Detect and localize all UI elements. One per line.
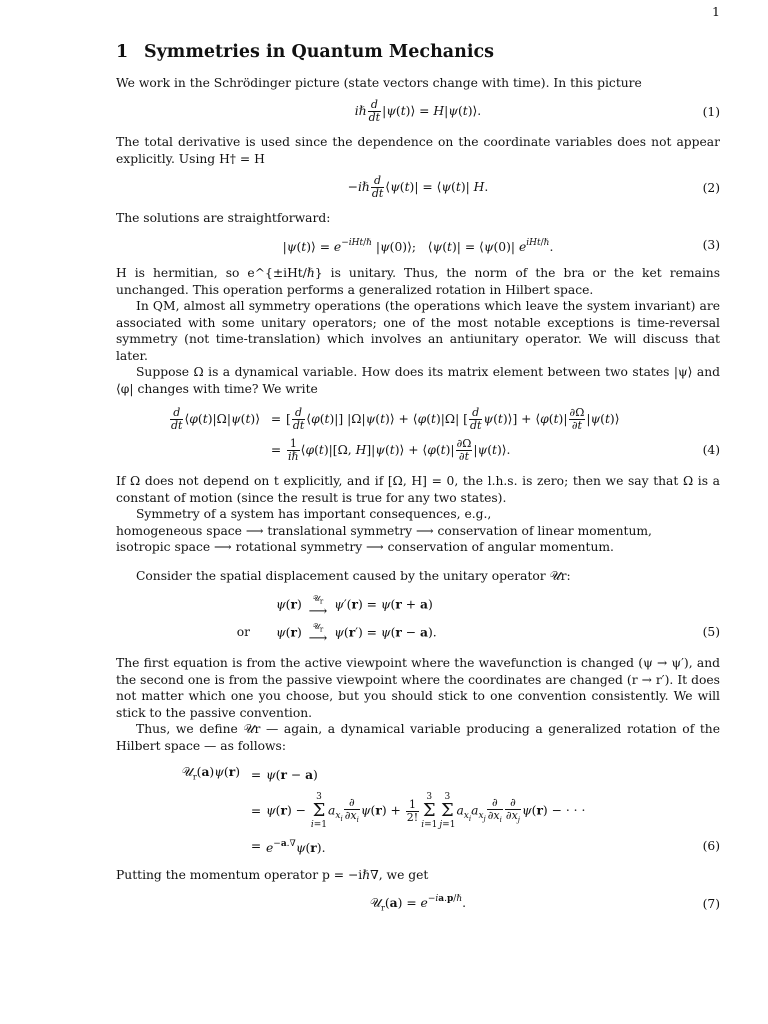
paragraph-11: Thus, we define 𝒰r — again, a dynamical variable producing a generalized rotation of the Hilbert space — as follows:	[116, 722, 720, 753]
paragraph-1: We work in the Schrödinger picture (state vectors change with time). In this picture	[116, 75, 642, 90]
page-number: 1	[712, 4, 720, 19]
paragraph-4: H is hermitian, so e^{±iHt/ℏ} is unitary. Thus, the norm of the bra or the ket remains unchanged. This operation performs a generalized rotation in Hilbert space.	[116, 266, 720, 297]
equation-1-body: iℏ $\frac{d}{dt}$ |ψ(t)⟩ = H|ψ(t)⟩.	[354, 98, 482, 124]
paragraph-10: The first equation is from the active viewpoint where the wavefunction is changed (ψ → ψ′), and the second one is from the passive viewpoint where the coordinates are changed (r → r′). It does not matter which one you choose, but you should stick to one convention consistently. We will stick to the passive convention.	[116, 656, 720, 720]
section-heading	[116, 44, 720, 61]
equation-5-line-2: ψ(r) 𝒰$_r$ ⟶ ψ(r′) = ψ(r − a).	[276, 621, 437, 647]
equation-6-number: (6)	[702, 839, 720, 854]
equation-2-body: −iℏ $\frac{d}{dt}$ ⟨ψ(t)| = ⟨ψ(t)| H.	[347, 174, 489, 200]
paragraph-12: Putting the momentum operator p = −iℏ∇, we get	[116, 867, 429, 882]
paragraph-3: The solutions are straightforward:	[116, 211, 331, 225]
equation-4-lhs: $\frac{d}{dt}$ ⟨φ(t)|Ω|ψ(t)⟩	[171, 406, 260, 432]
equation-6-line-2: ψ(r) − 3 Σ i=1 $a_{x_i}$ $\frac{\partial}{\partial x_i}$ ψ(r) + $\frac{1}{2!}$ 3 Σ i=1 3 Σ j=1 $a_{x_i}a_{x_j}$ $\frac{\partial}{\partial x_i}$ $\frac{\partial}{\partial x_j}$ ψ(r) − · · ·	[266, 792, 586, 831]
equation-3-body: |ψ(t)⟩ = $e^{-iHt/\hbar}$ |ψ(0)⟩; ⟨ψ(t)| = ⟨ψ(0)| $e^{iHt/\hbar}$.	[282, 237, 554, 254]
paragraph-2: The total derivative is used since the dependence on the coordinate variables does not appear explicitly. Using H† = H	[116, 135, 720, 166]
paper-body	[116, 44, 720, 927]
paragraph-7: If Ω does not depend on t explicitly, and if [Ω, H] = 0, the l.h.s. is zero; then we say that Ω is a constant of motion (since the result is true for any two states).	[116, 474, 720, 505]
equation-1	[116, 99, 720, 124]
equation-5	[116, 594, 720, 647]
equation-6: 𝒰$_r$(a)ψ(r) = ψ(r − a) = ψ(r) − 3 Σ i=1 $a_{x_i}$ $\frac{\partial}{\partial x_i}$ ψ(r) + $\frac{1}{2!}$ 3 Σ i=1 3 Σ j=1 $a_{x_i}a_{x_j}$ $\frac{\partial}{\partial x_i}$ $\frac{\partial}{\partial x_j}$ ψ(r) − · · · = $e^{-a.\nabla}\psi(r)$. (6)	[116, 764, 720, 856]
equation-1-number: (1)	[702, 104, 720, 119]
equation-5-or: or	[236, 625, 250, 640]
equation-2	[116, 175, 720, 200]
equation-7	[116, 891, 720, 917]
equation-4-line-2: $\frac{1}{\text{iℏ}}$ ⟨φ(t)|[Ω, H]|ψ(t)⟩ + ⟨φ(t)| $\frac{\partial\Omega}{\partial t}$ |ψ(t)⟩.	[288, 437, 511, 463]
equation-4-number: (4)	[702, 443, 720, 458]
equation-7-body: 𝒰$_r$(a) = $e^{-ia.p/\hbar}$.	[369, 894, 467, 913]
paragraph-8: Symmetry of a system has important consequences, e.g.,	[136, 507, 492, 521]
equation-2-number: (2)	[702, 180, 720, 195]
section-title: Symmetries in Quantum Mechanics	[144, 42, 495, 62]
paragraph-9: Consider the spatial displacement caused by the unitary operator 𝒰r:	[136, 568, 571, 583]
equation-6-line-1: ψ(r − a)	[266, 766, 318, 782]
equation-4: $\frac{d}{dt}$ ⟨φ(t)|Ω|ψ(t)⟩ = [ $\frac{d}{dt}$ ⟨φ(t)|] |Ω|ψ(t)⟩ + ⟨φ(t)|Ω| [ $\frac{d}{dt}$ ψ(t)⟩] + ⟨φ(t)| $\frac{\partial\Omega}{\partial t}$ |ψ(t)⟩ = $\frac{1}{\text{iℏ}}$ ⟨φ(t)|[Ω, H]|ψ(t)⟩ + ⟨φ(t)| $\frac{\partial\Omega}{\partial t}$ |ψ(t)⟩. (4)	[116, 407, 720, 463]
equation-6-line-3: $e^{-a.\nabla}\psi(r)$.	[266, 839, 326, 856]
isotropic-line: isotropic space ⟶ rotational symmetry ⟶ conservation of angular momentum.	[116, 540, 614, 554]
equation-5-number: (5)	[702, 625, 720, 640]
equation-3-number: (3)	[702, 237, 720, 252]
paragraph-5: In QM, almost all symmetry operations (the operations which leave the system invariant) are associated with some unitary operators; one of the most notable exceptions is time-reversal symmetry (not time-translation) which involves an antiunitary operator. We will discuss that later.	[116, 299, 720, 363]
equation-4-line-1: [ $\frac{d}{dt}$ ⟨φ(t)|] |Ω|ψ(t)⟩ + ⟨φ(t)|Ω| [ $\frac{d}{dt}$ ψ(t)⟩] + ⟨φ(t)| $\frac{\partial\Omega}{\partial t}$ |ψ(t)⟩	[286, 406, 620, 432]
equation-7-number: (7)	[702, 896, 720, 911]
equation-6-lhs: 𝒰$_r$(a)ψ(r)	[181, 764, 240, 782]
section-number: 1	[116, 42, 129, 62]
paragraph-6: Suppose Ω is a dynamical variable. How does its matrix element between two states |ψ⟩ and ⟨φ| changes with time? We write	[116, 365, 720, 396]
equation-3	[116, 235, 720, 256]
homogeneous-line: homogeneous space ⟶ translational symmetry ⟶ conservation of linear momentum,	[116, 523, 652, 538]
equation-5-line-1: ψ(r) 𝒰$_r$ ⟶ ψ′(r) = ψ(r + a)	[276, 594, 433, 619]
